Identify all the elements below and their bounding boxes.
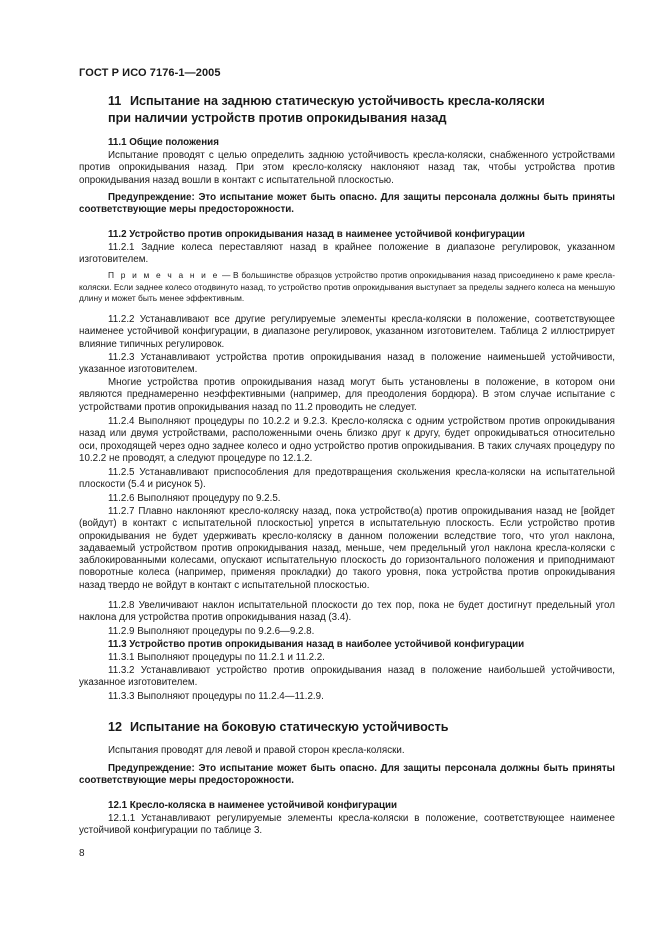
section-11-1-warning: Предупреждение: Это испытание может быть опасно. Для защиты персонала должны быть приняты соответствующие меры предосторожности. (79, 192, 615, 216)
section-11-2-heading: 11.2 Устройство против опрокидывания назад в наименее устойчивой конфигурации (108, 229, 525, 240)
section-12-heading (108, 719, 628, 736)
clause-11-2-2: 11.2.2 Устанавливают все другие регулируемые элементы кресла-коляски в положение, соответствующее наименее устойчивой конфигурации, в диапазоне регулировок, указанном изготовителем. Таблица 2 иллюстрирует влияние типичных регулировок. (79, 314, 615, 350)
note-11-2-1 (79, 270, 615, 305)
clause-11-2-1: 11.2.1 Задние колеса переставляют назад в крайнее положение в диапазоне регулировок, указанном изготовителем. (79, 242, 615, 266)
section-12-warning: Предупреждение: Это испытание может быть опасно. Для защиты персонала должны быть приняты соответствующие меры предосторожности. (79, 763, 615, 787)
section-12-title: Испытание на боковую статическую устойчивость (130, 720, 449, 734)
section-11-1-paragraph: Испытание проводят с целью определить заднюю устойчивость кресла-коляски, снабженного устройствами против опрокидывания назад. При этом кресло-коляску наклоняют назад так, чтобы устройства против опрокидывания назад вошли в контакт с испытательной плоскостью. (79, 150, 615, 186)
page-number: 8 (79, 848, 85, 859)
section-11-1-heading: 11.1 Общие положения (108, 137, 219, 148)
clause-11-2-3: 11.2.3 Устанавливают устройства против опрокидывания назад в положение наименьшей устойчивости, указанное изготовителем. (79, 352, 615, 376)
section-11-title-line-1: Испытание на заднюю статическую устойчивость кресла-коляски (130, 94, 545, 108)
section-11-3-heading: 11.3 Устройство против опрокидывания назад в наиболее устойчивой конфигурации (108, 639, 525, 650)
clause-12-1-1: 12.1.1 Устанавливают регулируемые элементы кресла-коляски в положение, соответствующее наименее устойчивой конфигурации по таблице 3. (79, 813, 615, 837)
clause-11-3-2: 11.3.2 Устанавливают устройство против опрокидывания назад в положение наибольшей устойчивости, указанное изготовителем. (79, 665, 615, 689)
clause-11-2-3-comment: Многие устройства против опрокидывания назад могут быть установлены в положение, в котором они являются преднамеренно неэффективными (например, для преодоления бордюра). В этом случае испытание с устройствами против опрокидывания назад по 11.2 проводить не следует. (79, 377, 615, 413)
clause-11-2-9: 11.2.9 Выполняют процедуры по 9.2.6—9.2.8. (108, 626, 315, 637)
section-11-title-line-2: при наличии устройств против опрокидывания назад (108, 111, 447, 125)
section-11-heading (108, 93, 628, 127)
note-text: — В большинстве образцов устройство против опрокидывания назад присоединено к раме кресла-коляски. Если заднее колесо отодвинуто назад, то устройство против опрокидывания выступает за пределы заднего колеса на меньшую длину и может быть менее эффективным. (79, 270, 615, 303)
clause-11-3-3: 11.3.3 Выполняют процедуры по 11.2.4—11.2.9. (108, 691, 324, 702)
clause-11-2-4: 11.2.4 Выполняют процедуры по 10.2.2 и 9.2.3. Кресло-коляска с одним устройством против опрокидывания назад или двумя устройствами, расположенными очень близко друг к другу, будет опрокидываться относительно оси, проходящей через одно заднее колесо и одно устройство против опрокидывания. В таких случаях процедуру по 10.2.2 не проводят, а следуют процедуре по 12.1.2. (79, 416, 615, 464)
section-12-number: 12 (108, 720, 123, 734)
clause-11-2-7: 11.2.7 Плавно наклоняют кресло-коляску назад, пока устройство(а) против опрокидывания назад не [войдет (войдут) в контакт с испытательной плоскостью] упрется в испытательную плоскость. Если устройство против опрокидывания не будет удерживать кресло-коляску в данном положении вследствие того, что угол наклона, задаваемый устройством против опрокидывания назад, меньше, чем предельный угол наклона кресла-коляски с заблокированными колесами, опускают испытательную плоскость до горизонтального положения и приподнимают поворотные колеса (например, применяя прокладки) до такого уровня, пока устройства против опрокидывания назад твердо не войдут в контакт с испытательной плоскостью. (79, 506, 615, 591)
clause-11-2-8: 11.2.8 Увеличивают наклон испытательной плоскости до тех пор, пока не будет достигнут предельный угол наклона для устройства против опрокидывания назад (3.4). (79, 600, 615, 624)
section-12-paragraph: Испытания проводят для левой и правой сторон кресла-коляски. (108, 745, 405, 756)
section-12-1-heading: 12.1 Кресло-коляска в наименее устойчивой конфигурации (108, 800, 398, 811)
clause-11-3-1: 11.3.1 Выполняют процедуры по 11.2.1 и 11.2.2. (108, 652, 325, 663)
clause-11-2-6: 11.2.6 Выполняют процедуру по 9.2.5. (108, 493, 281, 504)
section-11-number: 11 (108, 94, 122, 108)
document-header: ГОСТ Р ИСО 7176-1—2005 (79, 67, 221, 79)
clause-11-2-5: 11.2.5 Устанавливают приспособления для предотвращения скольжения кресла-коляски на испытательной плоскости (5.4 и рисунок 5). (79, 467, 615, 491)
note-label: П р и м е ч а н и е (108, 270, 220, 280)
